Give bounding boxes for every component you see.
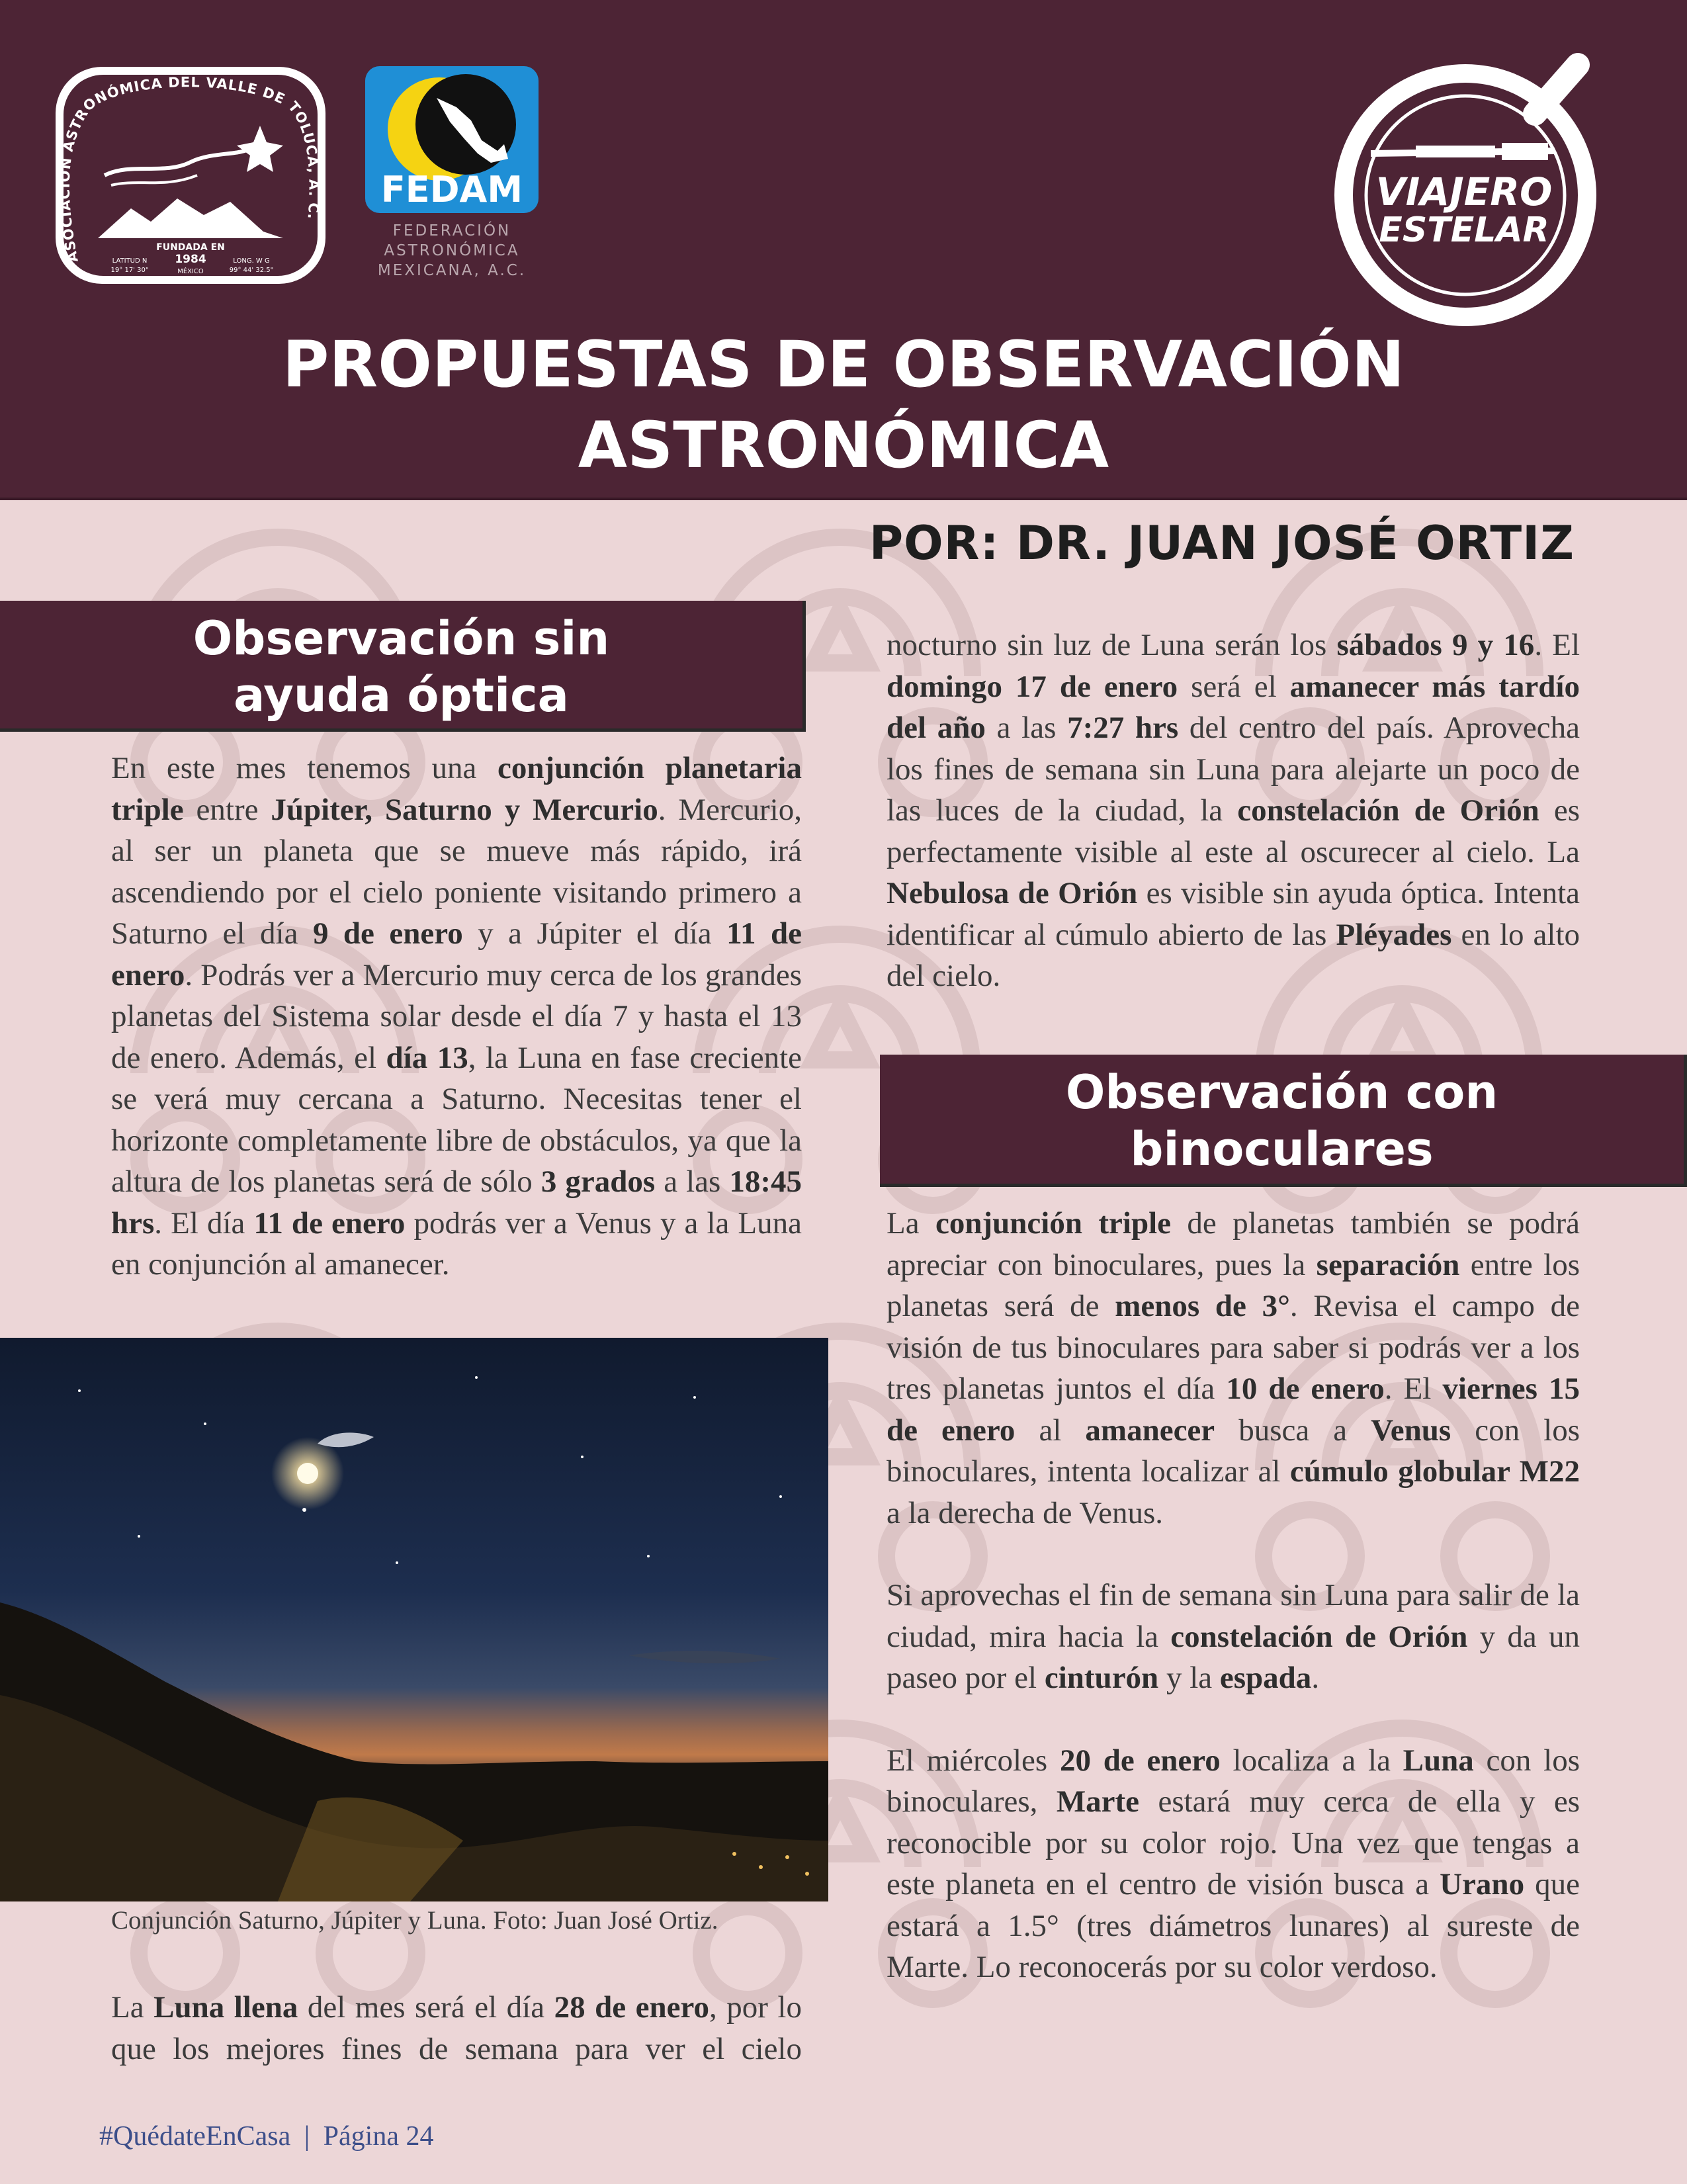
right-column-top bbox=[887, 625, 1580, 997]
night-sky-photo bbox=[0, 1338, 828, 1901]
svg-text:ASTRONÓMICA: ASTRONÓMICA bbox=[384, 242, 520, 259]
svg-text:FEDAM: FEDAM bbox=[380, 169, 523, 210]
paragraph-luna-llena-continued: nocturno sin luz de Luna serán los sábados 9 y 16. El domingo 17 de enero será el amanecer más tardío del año a las 7:27 hrs del centro del país. Aprovecha los fines de semana sin Luna para alejarte un poco de las luces de la ciudad, la constelación de Orión es perfectamente visible al este al oscurecer al cielo. La Nebulosa de Orión es visible sin ayuda óptica. Intenta identificar al cúmulo abierto de las Pléyades en lo alto del cielo. bbox=[887, 628, 1580, 993]
svg-text:LONG. W G: LONG. W G bbox=[233, 257, 270, 265]
section-heading-binoculares bbox=[880, 1055, 1687, 1187]
paragraph-conjuncion: En este mes tenemos una conjunción planetaria triple entre Júpiter, Saturno y Mercurio. Mercurio, al ser un planeta que se mueve más rápido, irá ascendiendo por el cielo poniente visitando primero a Saturno el día 9 de enero y a Júpiter el día 11 de enero. Podrás ver a Mercurio muy cerca de los grandes planetas del Sistema solar desde el día 7 y hasta el 13 de enero. Además, el día 13, la Luna en fase creciente se verá muy cercana a Saturno. Necesitas tener el horizonte completamente libre de obstáculos, ya que la altura de los planetas será de sólo 3 grados a las 18:45 hrs. El día 11 de enero podrás ver a Venus y a la Luna en conjunción al amanecer. bbox=[111, 751, 802, 1282]
page-footer bbox=[99, 2120, 440, 2152]
svg-text:19° 17' 30": 19° 17' 30" bbox=[110, 267, 149, 274]
paragraph-binoculares: La conjunción triple de planetas también se podrá apreciar con binoculares, pues la separación entre los planetas será de menos de 3°. Revisa el campo de visión de tus binoculares para saber si podrás ver a los tres planetas juntos el día 10 de enero. El viernes 15 de enero al amanecer busca a Venus con los binoculares, intenta localizar al cúmulo globular M22 a la derecha de Venus. bbox=[887, 1206, 1580, 1530]
section-heading-line: binoculares bbox=[1130, 1122, 1434, 1176]
svg-text:VIAJERO: VIAJERO bbox=[1375, 169, 1553, 214]
right-column-bottom bbox=[887, 1203, 1580, 1988]
paragraph-luna-llena: La Luna llena del mes será el día 28 de enero, por lo que los mejores fines de semana para ver el cielo bbox=[111, 1990, 802, 2066]
paragraph-orion: Si aprovechas el fin de semana sin Luna para salir de la ciudad, mira hacia la constelación de Orión y da un paseo por el cinturón y la espada. bbox=[887, 1578, 1580, 1695]
svg-text:ESTELAR: ESTELAR bbox=[1379, 210, 1549, 250]
footer-hashtag: #QuédateEnCasa bbox=[99, 2121, 291, 2152]
author-byline: POR: DR. JUAN JOSÉ ORTIZ bbox=[869, 516, 1575, 570]
section-heading-line: Observación sin bbox=[193, 611, 610, 666]
svg-text:LATITUD N: LATITUD N bbox=[112, 257, 148, 265]
footer-page-number: Página 24 bbox=[323, 2121, 434, 2152]
svg-text:ASOCIACIÓN ASTRONÓMICA DEL VAL: ASOCIACIÓN ASTRONÓMICA DEL VALLE DE TOLUCA, A. C. bbox=[56, 74, 322, 264]
fedam-logo bbox=[365, 66, 539, 288]
left-column-top bbox=[111, 748, 802, 1286]
avt-logo bbox=[52, 63, 329, 288]
svg-text:MEXICANA, A.C.: MEXICANA, A.C. bbox=[377, 262, 527, 279]
paragraph-marte-urano: El miércoles 20 de enero localiza a la Luna con los binoculares, Marte estará muy cerca de ella y es reconocible por su color rojo. Una vez que tengas a este planeta en el centro de visión busca a Urano que estará a 1.5° (tres diámetros lunares) al sureste de Marte. Lo reconocerás por su color verdoso. bbox=[887, 1743, 1580, 1984]
svg-text:FEDERACIÓN: FEDERACIÓN bbox=[392, 222, 511, 240]
photo-caption: Conjunción Saturno, Júpiter y Luna. Foto: Juan José Ortiz. bbox=[111, 1906, 718, 1935]
header-banner bbox=[0, 0, 1687, 500]
page-title bbox=[0, 324, 1687, 486]
section-heading-sin-ayuda bbox=[0, 601, 806, 732]
svg-text:99° 44' 32.5": 99° 44' 32.5" bbox=[229, 267, 274, 274]
svg-text:1984: 1984 bbox=[175, 253, 206, 266]
page-title-line2: ASTRONÓMICA bbox=[578, 408, 1109, 482]
viajero-estelar-logo bbox=[1323, 40, 1621, 337]
footer-separator: | bbox=[304, 2121, 310, 2152]
section-heading-line: ayuda óptica bbox=[234, 668, 569, 722]
left-column-bottom bbox=[111, 1987, 802, 2073]
section-heading-line: Observación con bbox=[1065, 1065, 1498, 1119]
svg-text:FUNDADA EN: FUNDADA EN bbox=[156, 242, 225, 253]
svg-text:MÉXICO: MÉXICO bbox=[177, 268, 204, 275]
page-title-line1: PROPUESTAS DE OBSERVACIÓN bbox=[282, 328, 1405, 402]
